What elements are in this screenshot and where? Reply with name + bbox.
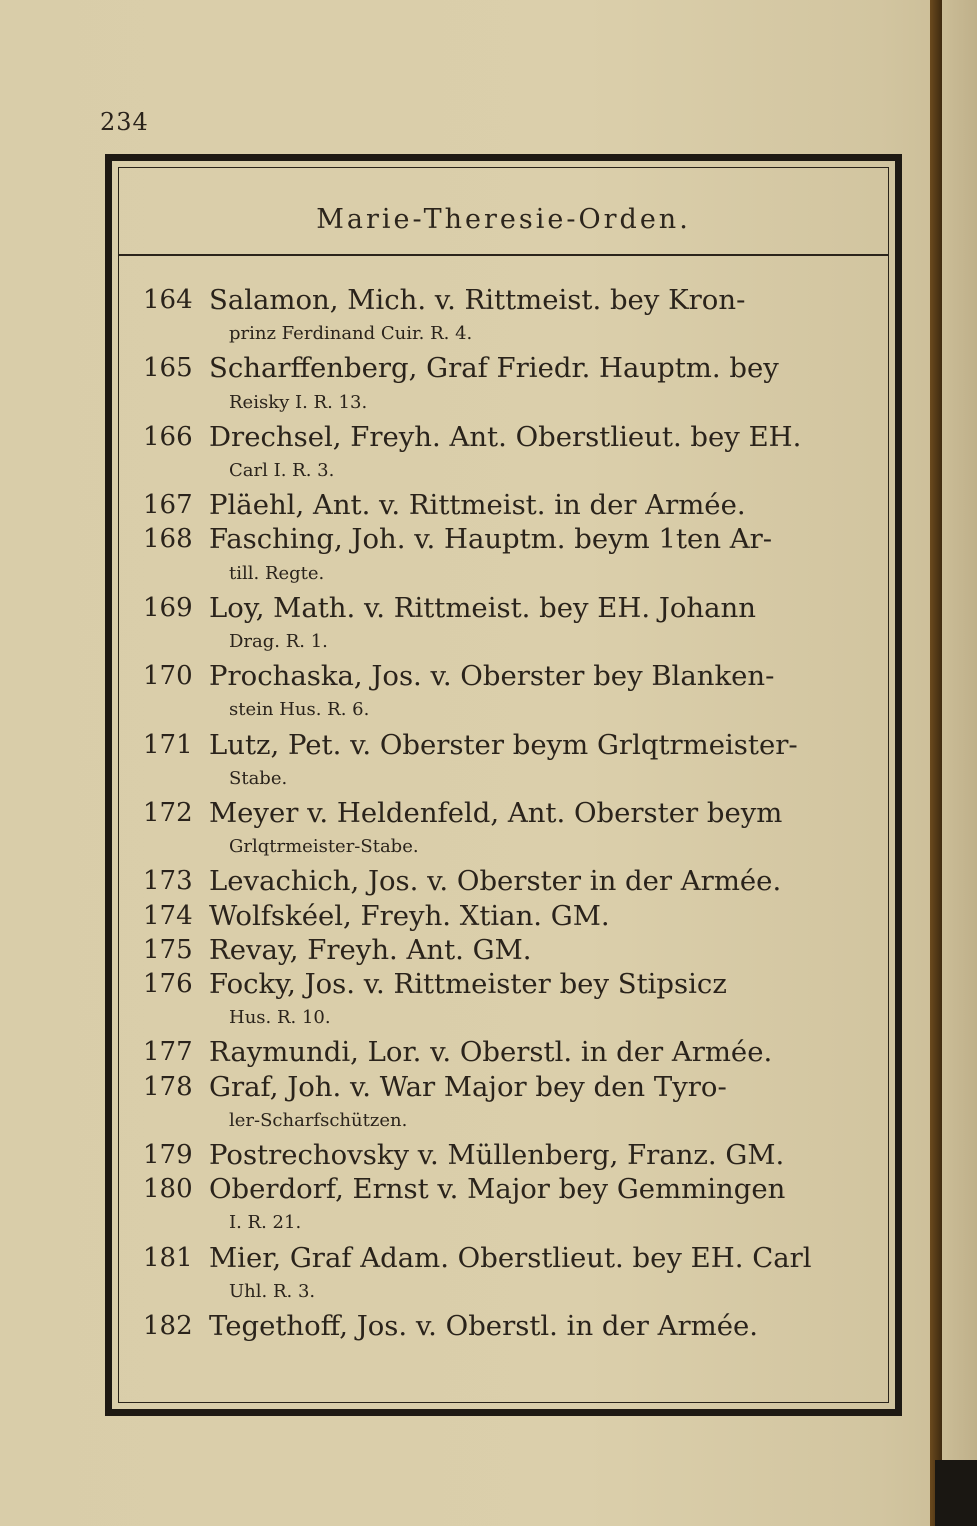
entry-number: 168 [143, 524, 193, 555]
entry-number: 180 [143, 1174, 193, 1205]
entry-text: Postrechovsky v. Müllenberg, Franz. GM. [209, 1139, 785, 1172]
list-item [143, 351, 885, 419]
entry-text: Reisky I. R. 13. [229, 391, 368, 413]
entry-number: 174 [143, 900, 193, 931]
entry-number: 170 [143, 661, 193, 692]
entry-number: 175 [143, 934, 193, 965]
list-item [143, 899, 885, 933]
list-item [143, 488, 885, 522]
entry-number: 178 [143, 1071, 193, 1102]
list-item [143, 967, 885, 1035]
entry-text: Fasching, Joh. v. Hauptm. beym 1ten Ar- [209, 523, 773, 556]
list-item [143, 1172, 885, 1240]
entry-text: Meyer v. Heldenfeld, Ant. Oberster beym [209, 797, 783, 830]
entry-text: Drechsel, Freyh. Ant. Oberstlieut. bey EH. [209, 420, 802, 453]
list-item [143, 796, 885, 864]
entry-text: till. Regte. [229, 562, 325, 584]
section-header [119, 168, 888, 256]
list-item [143, 522, 885, 590]
entry-text: Prochaska, Jos. v. Oberster bey Blanken- [209, 660, 775, 693]
entry-number: 179 [143, 1140, 193, 1171]
entry-number: 176 [143, 969, 193, 1000]
facing-page-edge [942, 0, 977, 1526]
entry-text: Scharffenberg, Graf Friedr. Hauptm. bey [209, 352, 779, 385]
list-item [143, 1241, 885, 1309]
page-number: 234 [100, 108, 149, 136]
list-item [143, 659, 885, 727]
entry-text: Wolfskéel, Freyh. Xtian. GM. [209, 899, 610, 932]
entry-text: Loy, Math. v. Rittmeist. bey EH. Johann [209, 591, 756, 624]
entry-text: Carl I. R. 3. [229, 460, 335, 482]
page-frame-inner [118, 167, 889, 1403]
entry-text: Raymundi, Lor. v. Oberstl. in der Armée. [209, 1036, 773, 1069]
entry-text: Grlqtrmeister-Stabe. [229, 836, 419, 858]
section-title: Marie-Theresie-Orden. [316, 204, 691, 235]
entry-text: Salamon, Mich. v. Rittmeist. bey Kron- [209, 284, 746, 316]
entry-text: stein Hus. R. 6. [229, 699, 370, 721]
entry-text: Drag. R. 1. [229, 631, 328, 653]
entry-text: Pläehl, Ant. v. Rittmeist. in der Armée. [209, 489, 746, 522]
list-item [143, 1070, 885, 1138]
entry-number: 171 [143, 729, 193, 760]
entry-text: Tegethoff, Jos. v. Oberstl. in der Armée. [209, 1310, 759, 1343]
list-item [143, 283, 885, 351]
entry-text: Uhl. R. 3. [229, 1280, 316, 1302]
entry-text: Stabe. [229, 767, 288, 789]
entry-text: Graf, Joh. v. War Major bey den Tyro- [209, 1070, 727, 1103]
entry-number: 169 [143, 592, 193, 623]
entry-text: Revay, Freyh. Ant. GM. [209, 933, 532, 966]
page-frame [105, 154, 902, 1416]
list-item [143, 1138, 885, 1172]
entry-number: 172 [143, 798, 193, 829]
entry-number: 177 [143, 1037, 193, 1068]
entry-number: 181 [143, 1242, 193, 1273]
list-item [143, 864, 885, 898]
scan-shadow [935, 1460, 977, 1526]
list-item [143, 728, 885, 796]
list-item [143, 1309, 885, 1343]
entry-text: Levachich, Jos. v. Oberster in der Armée. [209, 865, 782, 898]
entry-text: Hus. R. 10. [229, 1007, 331, 1029]
entry-number: 173 [143, 866, 193, 897]
entry-text: Lutz, Pet. v. Oberster beym Grlqtrmeister- [209, 728, 798, 761]
entry-text: prinz Ferdinand Cuir. R. 4. [229, 323, 473, 345]
entry-text: ler-Scharfschützen. [229, 1109, 408, 1131]
entry-text: Oberdorf, Ernst v. Major bey Gemmingen [209, 1173, 786, 1206]
book-spine [930, 0, 942, 1526]
list-item [143, 420, 885, 488]
list-item [143, 1035, 885, 1069]
entry-text: Mier, Graf Adam. Oberstlieut. bey EH. Carl [209, 1241, 812, 1274]
entry-number: 167 [143, 490, 193, 521]
entry-number: 182 [143, 1311, 193, 1342]
entry-list [143, 283, 885, 1343]
entry-number: 164 [143, 285, 193, 315]
list-item [143, 591, 885, 659]
entry-number: 165 [143, 353, 193, 384]
list-item [143, 933, 885, 967]
entry-text: Focky, Jos. v. Rittmeister bey Stipsicz [209, 968, 727, 1001]
entry-number: 166 [143, 421, 193, 452]
entry-text: I. R. 21. [229, 1212, 302, 1234]
